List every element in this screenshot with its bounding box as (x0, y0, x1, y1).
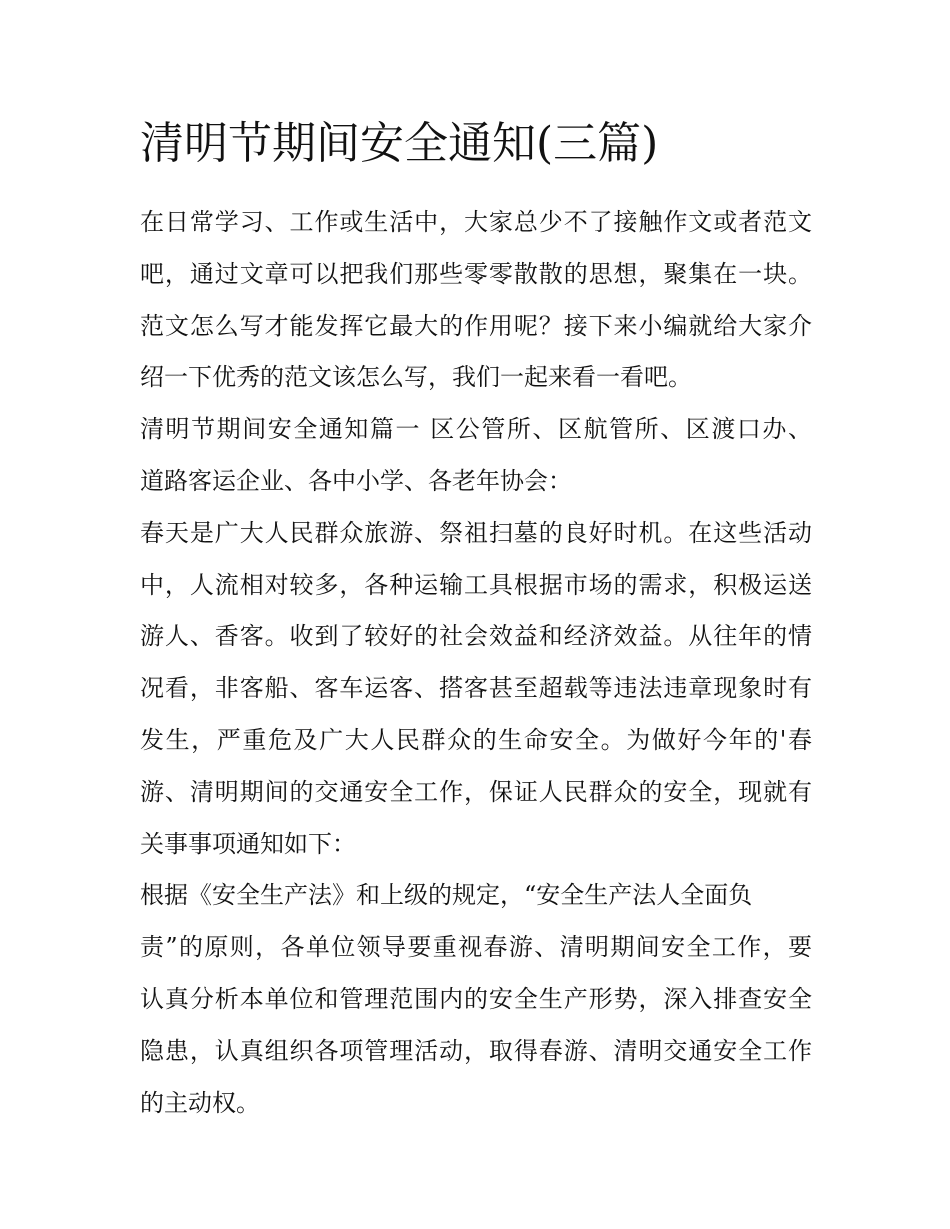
paragraph-line: 清明节期间安全通知篇一 区公管所、区航管所、区渡口办、 (140, 415, 812, 444)
paragraph-line: 认真分析本单位和管理范围内的安全生产形势，深入排查安全 (140, 984, 812, 1013)
paragraph-line: 春天是广大人民群众旅游、祭祖扫墓的良好时机。在这些活动 (140, 518, 812, 547)
paragraph-line: 中，人流相对较多，各种运输工具根据市场的需求，积极运送 (140, 570, 812, 599)
paragraph-responsibility (140, 870, 812, 1129)
paragraph-line: 发生，严重危及广大人民群众的生命安全。为做好今年的'春 (140, 725, 812, 754)
paragraph-line: 责”的原则，各单位领导要重视春游、清明期间安全工作，要 (140, 933, 812, 962)
paragraph-line: 的主动权。 (140, 1088, 260, 1117)
paragraph-line: 游、清明期间的交通安全工作，保证人民群众的安全，现就有 (140, 777, 812, 806)
paragraph-background (140, 508, 812, 871)
paragraph-line: 绍一下优秀的范文该怎么写，我们一起来看一看吧。 (140, 363, 692, 392)
paragraph-line: 根据《安全生产法》和上级的规定，“安全生产法人全面负 (140, 881, 753, 910)
paragraph-line: 况看，非客船、客车运客、搭客甚至超载等违法违章现象时有 (140, 674, 812, 703)
paragraph-line: 隐患，认真组织各项管理活动，取得春游、清明交通安全工作 (140, 1036, 812, 1065)
paragraph-line: 吧，通过文章可以把我们那些零零散散的思想，聚集在一块。 (140, 259, 812, 288)
paragraph-line: 在日常学习、工作或生活中，大家总少不了接触作文或者范文 (140, 208, 812, 236)
paragraph-line: 范文怎么写才能发挥它最大的作用呢？接下来小编就给大家介 (140, 311, 812, 340)
paragraph-line: 游人、香客。收到了较好的社会效益和经济效益。从往年的情 (140, 622, 812, 651)
document-body (140, 197, 812, 1129)
paragraph-intro (140, 197, 812, 404)
paragraph-line: 道路客运企业、各中小学、各老年协会： (140, 466, 572, 495)
paragraph-recipients (140, 404, 812, 508)
paragraph-line: 关事事项通知如下： (140, 829, 356, 858)
document-title: 清明节期间安全通知(三篇) (140, 118, 659, 169)
